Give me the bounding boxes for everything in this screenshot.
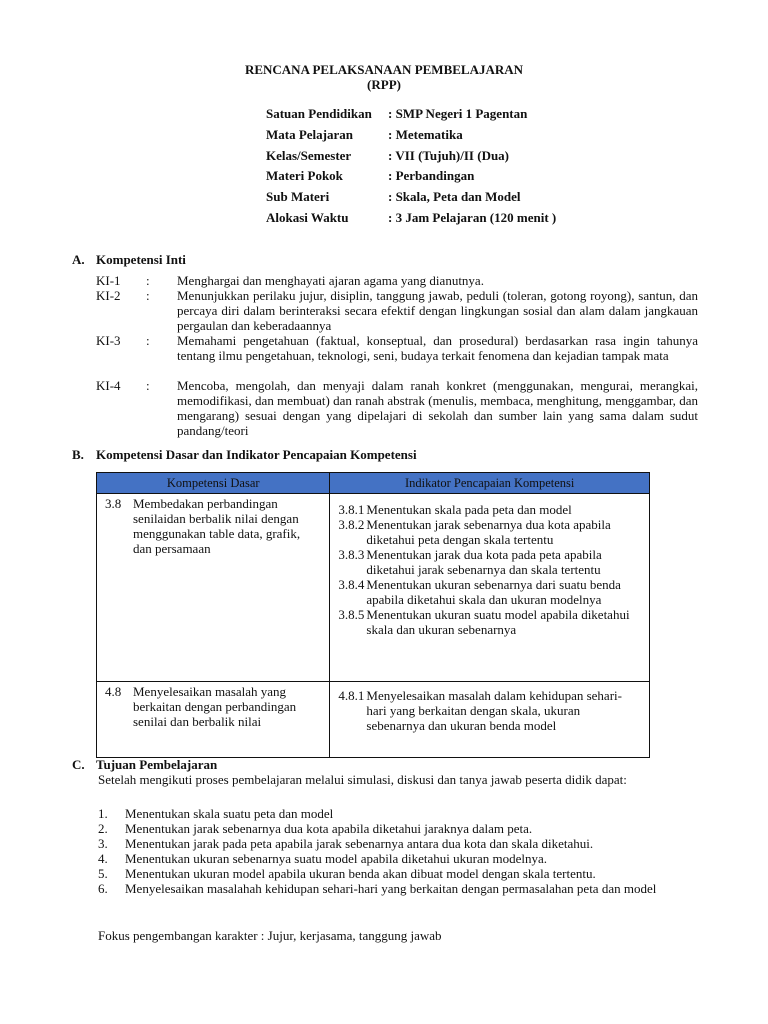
table-header-row	[97, 473, 650, 494]
list-item	[98, 806, 698, 821]
section-b-heading	[72, 447, 417, 462]
indicator-number: 3.8.3	[338, 547, 365, 562]
objectives-intro: Setelah mengikuti proses pembelajaran melalui simulasi, diskusi dan tanya jawab peserta didik dapat:	[98, 772, 627, 787]
indicator-text: Menentukan skala pada peta dan model	[366, 502, 572, 517]
ki-colon: :	[146, 378, 150, 393]
section-title: Kompetensi Inti	[96, 252, 186, 267]
indicator-cell	[330, 682, 650, 758]
identity-value: : Metematika	[388, 127, 463, 142]
list-item	[98, 851, 698, 866]
indicator-text: Menentukan jarak sebenarnya dua kota apabila diketahui peta dengan skala tertentu	[366, 517, 611, 547]
ki-code: KI-3	[96, 333, 121, 348]
kd-text: Membedakan perbandingan senilaidan berbalik nilai dengan menggunakan table data, grafik, dan persamaan	[133, 496, 301, 556]
identity-value: : Perbandingan	[388, 168, 475, 183]
list-number: 5.	[98, 866, 108, 881]
header-indikator: Indikator Pencapaian Kompetensi	[330, 473, 650, 494]
indicator-item	[330, 577, 649, 607]
identity-row	[266, 189, 521, 204]
identity-value: : Skala, Peta dan Model	[388, 189, 521, 204]
list-item	[98, 866, 698, 881]
identity-label: Alokasi Waktu	[266, 210, 349, 225]
ki-item	[96, 288, 698, 333]
list-number: 2.	[98, 821, 108, 836]
ki-item	[96, 378, 698, 438]
list-text: Menentukan jarak pada peta apabila jarak sebenarnya antara dua kota dan skala diketahui.	[125, 836, 594, 851]
document-subtitle: (RPP)	[367, 77, 401, 92]
ki-colon: :	[146, 333, 150, 348]
header-kompetensi-dasar: Kompetensi Dasar	[97, 473, 330, 494]
section-c-heading	[72, 757, 217, 772]
ki-code: KI-2	[96, 288, 121, 303]
identity-row	[266, 210, 556, 225]
indicator-cell	[330, 494, 650, 682]
ki-item	[96, 273, 698, 288]
list-number: 6.	[98, 881, 108, 896]
ki-code: KI-1	[96, 273, 121, 288]
ki-code: KI-4	[96, 378, 121, 393]
character-focus: Fokus pengembangan karakter : Jujur, kerjasama, tanggung jawab	[98, 928, 442, 943]
section-letter: B.	[72, 447, 84, 462]
identity-row	[266, 168, 474, 183]
indicator-number: 3.8.5	[338, 607, 365, 622]
ki-text: Menghargai dan menghayati ajaran agama yang dianutnya.	[177, 273, 484, 288]
identity-label: Materi Pokok	[266, 168, 343, 183]
competency-table	[96, 472, 650, 758]
indicator-number: 3.8.2	[338, 517, 365, 532]
indicator-number: 4.8.1	[338, 688, 365, 703]
section-title: Kompetensi Dasar dan Indikator Pencapaian Kompetensi	[96, 447, 417, 462]
identity-label: Sub Materi	[266, 189, 330, 204]
ki-item	[96, 333, 698, 363]
indicator-text: Menyelesaikan masalah dalam kehidupan sehari-hari yang berkaitan dengan skala, ukuran sebenarnya dan ukuran benda model	[366, 688, 622, 733]
kd-item	[97, 684, 329, 729]
ki-text: Mencoba, mengolah, dan menyaji dalam ranah konkret (menggunakan, mengurai, merangkai, memodifikasi, dan membuat) dan ranah abstrak (menulis, membaca, menghitung, menggambar, dan mengarang) sesuai dengan yang dipelajari di sekolah dan sumber lain yang sama dalam sudut pandang/teori	[177, 378, 698, 438]
ki-colon: :	[146, 273, 150, 288]
list-text: Menentukan jarak sebenarnya dua kota apabila diketahui jaraknya dalam peta.	[125, 821, 533, 836]
ki-text: Menunjukkan perilaku jujur, disiplin, tanggung jawab, peduli (toleran, gotong royong), santun, dan percaya diri dalam berinteraksi secara efektif dengan lingkungan sosial dan alam dalam jangkauan pergaulan dan keberadaannya	[177, 288, 698, 333]
identity-label: Satuan Pendidikan	[266, 106, 372, 121]
list-text: Menentukan skala suatu peta dan model	[125, 806, 334, 821]
identity-value: : SMP Negeri 1 Pagentan	[388, 106, 528, 121]
indicator-text: Menentukan ukuran sebenarnya dari suatu benda apabila diketahui skala dan ukuran modelnya	[366, 577, 621, 607]
kd-cell	[97, 682, 330, 758]
ki-text: Memahami pengetahuan (faktual, konseptual, dan prosedural) berdasarkan rasa ingin tahunya tentang ilmu pengetahuan, teknologi, seni, budaya terkait fenomena dan kejadian tampak mata	[177, 333, 698, 363]
identity-label: Kelas/Semester	[266, 148, 352, 163]
ki-colon: :	[146, 288, 150, 303]
indicator-item	[330, 517, 649, 547]
kd-number: 4.8	[105, 684, 122, 699]
list-text: Menentukan ukuran model apabila ukuran benda akan dibuat model dengan skala tertentu.	[125, 866, 596, 881]
kd-cell	[97, 494, 330, 682]
identity-row	[266, 127, 463, 142]
list-number: 1.	[98, 806, 108, 821]
indicator-item	[330, 502, 649, 517]
indicator-text: Menentukan ukuran suatu model apabila diketahui skala dan ukuran sebenarnya	[366, 607, 630, 637]
list-number: 4.	[98, 851, 108, 866]
indicator-text: Menentukan jarak dua kota pada peta apabila diketahui jarak sebenarnya dan skala tertentu	[366, 547, 602, 577]
list-text: Menyelesaikan masalahah kehidupan sehari-hari yang berkaitan dengan permasalahan peta dan model	[125, 881, 657, 896]
list-item	[98, 821, 698, 836]
identity-row	[266, 148, 509, 163]
list-text: Menentukan ukuran sebenarnya suatu model apabila diketahui ukuran modelnya.	[125, 851, 548, 866]
indicator-item	[330, 607, 649, 637]
indicator-item	[330, 547, 649, 577]
section-letter: A.	[72, 252, 85, 267]
list-number: 3.	[98, 836, 108, 851]
indicator-item	[330, 688, 649, 733]
identity-label: Mata Pelajaran	[266, 127, 354, 142]
indicator-number: 3.8.4	[338, 577, 365, 592]
section-letter: C.	[72, 757, 85, 772]
kd-item	[97, 496, 329, 556]
indicator-number: 3.8.1	[338, 502, 365, 517]
document-title: RENCANA PELAKSANAAN PEMBELAJARAN	[244, 62, 524, 77]
identity-value: : 3 Jam Pelajaran (120 menit )	[388, 210, 557, 225]
table-row	[97, 494, 650, 682]
table-row	[97, 682, 650, 758]
list-item	[98, 836, 698, 851]
identity-value: : VII (Tujuh)/II (Dua)	[388, 148, 510, 163]
kd-text: Menyelesaikan masalah yang berkaitan dengan perbandingan senilai dan berbalik nilai	[133, 684, 297, 729]
section-a-heading	[72, 252, 186, 267]
identity-row	[266, 106, 527, 121]
kd-number: 3.8	[105, 496, 122, 511]
section-title: Tujuan Pembelajaran	[96, 757, 218, 772]
list-item	[98, 881, 698, 896]
